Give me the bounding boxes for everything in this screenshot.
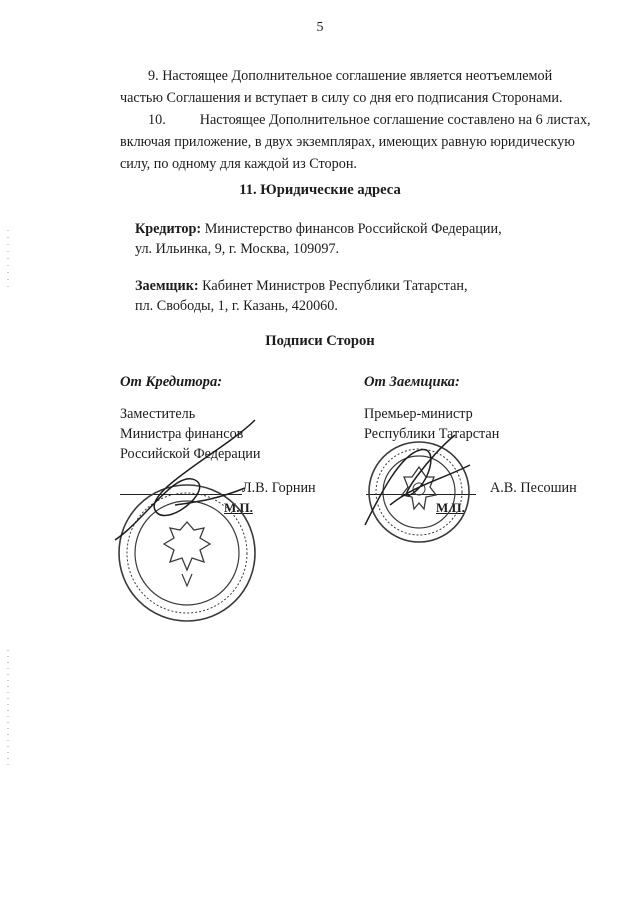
paragraph-10-line-1-text: Настоящее Дополнительное соглашение составлено на 6 листах, xyxy=(199,112,591,128)
borrower-signature-stroke xyxy=(365,435,470,525)
borrower-signer-name: А.В. Песошин xyxy=(490,480,577,496)
creditor-position-line-1: Заместитель xyxy=(120,406,196,422)
paragraph-9-line-2: частью Соглашения и вступает в силу со дня его подписания Сторонами. xyxy=(120,90,563,106)
creditor-position-line-2: Министра финансов xyxy=(120,426,244,442)
paragraph-10-number: 10. xyxy=(148,112,166,128)
borrower-name: Кабинет Министров Республики Татарстан, xyxy=(202,278,468,294)
creditor-signature-header: От Кредитора: xyxy=(120,374,223,390)
paragraph-10-line-2: включая приложение, в двух экземплярах, имеющих равную юридическую xyxy=(120,134,575,150)
creditor-address-line-1 xyxy=(135,221,502,238)
signatures-heading: Подписи Сторон xyxy=(265,333,375,349)
creditor-name: Министерство финансов Российской Федерации, xyxy=(204,221,502,237)
creditor-signer-name: Л.В. Горнин xyxy=(242,480,316,496)
creditor-seal-mark: М.П. xyxy=(224,500,253,515)
borrower-position-line-2: Республики Татарстан xyxy=(364,426,500,442)
borrower-position-line-1: Премьер-министр xyxy=(364,406,473,422)
paragraph-10-line-3: силу, по одному для каждой из Сторон. xyxy=(120,156,357,172)
paragraph-10-line-1 xyxy=(120,109,600,131)
borrower-address: пл. Свободы, 1, г. Казань, 420060. xyxy=(135,298,338,314)
borrower-seal-mark: М.П. xyxy=(436,500,465,515)
left-margin-scan-marks-lower xyxy=(7,650,9,770)
creditor-handwritten-signature xyxy=(105,410,275,550)
creditor-signature-stroke xyxy=(115,420,255,540)
creditor-seal-emblem-tail xyxy=(182,574,192,586)
borrower-signature-header: От Заемщика: xyxy=(364,374,460,390)
creditor-label: Кредитор: xyxy=(135,221,202,237)
paragraph-9 xyxy=(120,65,600,109)
page-number: 5 xyxy=(316,20,324,35)
paragraph-10 xyxy=(120,109,600,175)
creditor-position-line-3: Российской Федерации xyxy=(120,446,261,462)
borrower-address-line-1 xyxy=(135,278,468,295)
borrower-handwritten-signature xyxy=(360,425,480,535)
paragraph-9-line-1: 9. Настоящее Дополнительное соглашение является неотъемлемой xyxy=(148,68,553,84)
left-margin-scan-marks xyxy=(7,230,9,290)
borrower-label: Заемщик: xyxy=(135,278,199,294)
addresses-heading: 11. Юридические адреса xyxy=(239,182,401,198)
creditor-address: ул. Ильинка, 9, г. Москва, 109097. xyxy=(135,241,340,257)
